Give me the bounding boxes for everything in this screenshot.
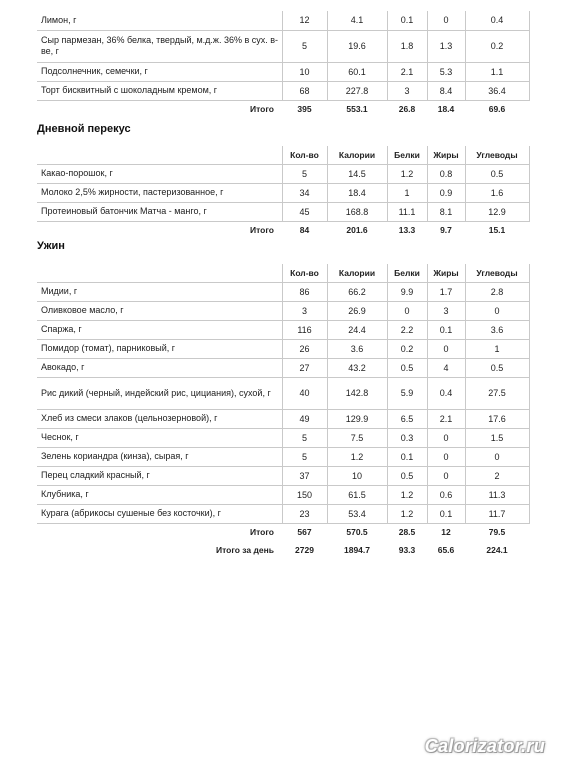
- food-row: [37, 504, 529, 523]
- food-kcal: 61.5: [327, 485, 387, 504]
- food-carbs: 3.6: [465, 320, 529, 339]
- total-fat: 9.7: [440, 225, 452, 236]
- food-name: Помидор (томат), парниковый, г: [37, 339, 282, 358]
- food-kcal: 1.2: [327, 447, 387, 466]
- food-row: [37, 30, 529, 62]
- food-protein: 1.2: [387, 504, 427, 523]
- food-fat: 0.8: [427, 164, 465, 183]
- total-label: Итого: [250, 104, 274, 115]
- total-carbs: 15.1: [488, 225, 506, 236]
- food-row: [37, 428, 529, 447]
- food-carbs: 1.5: [465, 428, 529, 447]
- food-kcal: 19.6: [327, 30, 387, 62]
- food-kcal: 3.6: [327, 339, 387, 358]
- total-row: [37, 100, 529, 118]
- food-kcal: 129.9: [327, 409, 387, 428]
- food-carbs: 1: [465, 339, 529, 358]
- food-qty: 68: [282, 81, 327, 100]
- food-protein: 11.1: [387, 202, 427, 221]
- food-fat: 1.3: [427, 30, 465, 62]
- food-kcal: 43.2: [327, 358, 387, 377]
- food-kcal: 53.4: [327, 504, 387, 523]
- total-qty: 567: [297, 527, 312, 538]
- top-table-block: [37, 11, 529, 118]
- food-qty: 5: [282, 30, 327, 62]
- food-carbs: 12.9: [465, 202, 529, 221]
- food-carbs: 11.3: [465, 485, 529, 504]
- food-qty: 5: [282, 164, 327, 183]
- food-protein: 1.8: [387, 30, 427, 62]
- food-qty: 26: [282, 339, 327, 358]
- food-fat: 5.3: [427, 62, 465, 81]
- food-row: [37, 377, 529, 409]
- food-qty: 34: [282, 183, 327, 202]
- total-kcal: 570.5: [346, 527, 368, 538]
- food-qty: 5: [282, 447, 327, 466]
- food-kcal: 24.4: [327, 320, 387, 339]
- snack-food-table: [37, 146, 530, 239]
- header-kcal: Калории: [327, 264, 387, 282]
- food-kcal: 18.4: [327, 183, 387, 202]
- total-row: [37, 523, 529, 541]
- food-qty: 3: [282, 301, 327, 320]
- food-row: [37, 320, 529, 339]
- header-kcal: Калории: [327, 146, 387, 164]
- total-label: Итого: [250, 527, 274, 538]
- food-row: [37, 62, 529, 81]
- food-carbs: 1.1: [465, 62, 529, 81]
- total-fat: 18.4: [437, 104, 455, 115]
- total-carbs: 69.6: [488, 104, 506, 115]
- header-name-blank: [37, 146, 282, 164]
- food-name: Торт бисквитный с шоколадным кремом, г: [37, 81, 282, 100]
- food-name: Подсолнечник, семечки, г: [37, 62, 282, 81]
- food-protein: 0.1: [387, 11, 427, 30]
- food-row: [37, 339, 529, 358]
- food-name: Курага (абрикосы сушеные без косточки), г: [37, 504, 282, 523]
- food-qty: 86: [282, 282, 327, 301]
- food-row: [37, 183, 529, 202]
- food-carbs: 36.4: [465, 81, 529, 100]
- food-name: Протеиновый батончик Матча - манго, г: [37, 202, 282, 221]
- food-protein: 0.2: [387, 339, 427, 358]
- food-protein: 2.2: [387, 320, 427, 339]
- food-qty: 150: [282, 485, 327, 504]
- food-row: [37, 282, 529, 301]
- food-kcal: 142.8: [327, 377, 387, 409]
- food-carbs: 27.5: [465, 377, 529, 409]
- section-title-dinner: Ужин: [37, 240, 65, 252]
- food-name: Перец сладкий красный, г: [37, 466, 282, 485]
- total-kcal: 201.6: [346, 225, 368, 236]
- food-fat: 2.1: [427, 409, 465, 428]
- food-protein: 0.5: [387, 358, 427, 377]
- day-total-row: [37, 541, 529, 559]
- food-protein: 0.5: [387, 466, 427, 485]
- food-fat: 1.7: [427, 282, 465, 301]
- food-carbs: 0.5: [465, 164, 529, 183]
- food-protein: 0.1: [387, 447, 427, 466]
- total-protein: 28.5: [398, 527, 416, 538]
- food-row: [37, 11, 529, 30]
- food-fat: 0: [427, 466, 465, 485]
- food-row: [37, 202, 529, 221]
- total-kcal: 553.1: [346, 104, 368, 115]
- food-carbs: 0: [465, 447, 529, 466]
- food-name: Мидии, г: [37, 282, 282, 301]
- food-carbs: 0: [465, 301, 529, 320]
- food-carbs: 2: [465, 466, 529, 485]
- food-kcal: 227.8: [327, 81, 387, 100]
- food-name: Какао-порошок, г: [37, 164, 282, 183]
- food-qty: 40: [282, 377, 327, 409]
- food-qty: 12: [282, 11, 327, 30]
- food-name: Сыр пармезан, 36% белка, твердый, м.д.ж. 36% в сух. в-ве, г: [37, 30, 282, 62]
- food-row: [37, 358, 529, 377]
- food-name: Лимон, г: [37, 11, 282, 30]
- top-food-table: [37, 11, 530, 118]
- food-fat: 4: [427, 358, 465, 377]
- day-total-fat: 65.6: [437, 545, 455, 555]
- food-name: Оливковое масло, г: [37, 301, 282, 320]
- food-name: Молоко 2,5% жирности, пастеризованное, г: [37, 183, 282, 202]
- food-protein: 1: [387, 183, 427, 202]
- food-name: Клубника, г: [37, 485, 282, 504]
- food-fat: 0.6: [427, 485, 465, 504]
- food-qty: 5: [282, 428, 327, 447]
- total-protein: 13.3: [398, 225, 416, 236]
- food-fat: 8.1: [427, 202, 465, 221]
- food-fat: 0: [427, 428, 465, 447]
- food-row: [37, 466, 529, 485]
- header-fat: Жиры: [427, 264, 465, 282]
- food-row: [37, 447, 529, 466]
- food-kcal: 7.5: [327, 428, 387, 447]
- header-carbs: Углеводы: [465, 146, 529, 164]
- day-total-qty: 2729: [295, 545, 314, 555]
- food-protein: 0.3: [387, 428, 427, 447]
- food-fat: 0.4: [427, 377, 465, 409]
- food-name: Авокадо, г: [37, 358, 282, 377]
- snack-table-block: [37, 146, 529, 239]
- food-name: Спаржа, г: [37, 320, 282, 339]
- food-protein: 9.9: [387, 282, 427, 301]
- header-carbs: Углеводы: [465, 264, 529, 282]
- food-kcal: 14.5: [327, 164, 387, 183]
- food-carbs: 0.4: [465, 11, 529, 30]
- food-protein: 5.9: [387, 377, 427, 409]
- food-qty: 49: [282, 409, 327, 428]
- food-qty: 37: [282, 466, 327, 485]
- header-qty: Кол-во: [282, 264, 327, 282]
- food-name: Чеснок, г: [37, 428, 282, 447]
- food-name: Зелень кориандра (кинза), сырая, г: [37, 447, 282, 466]
- food-kcal: 60.1: [327, 62, 387, 81]
- food-fat: 0.9: [427, 183, 465, 202]
- dinner-table-block: [37, 264, 529, 559]
- day-total-protein: 93.3: [398, 545, 416, 555]
- dinner-food-table: [37, 264, 530, 559]
- food-qty: 45: [282, 202, 327, 221]
- food-row: [37, 81, 529, 100]
- food-fat: 0: [427, 447, 465, 466]
- food-fat: 0.1: [427, 504, 465, 523]
- food-name: Хлеб из смеси злаков (цельнозерновой), г: [37, 409, 282, 428]
- food-fat: 0.1: [427, 320, 465, 339]
- day-total-label: Итого за день: [215, 545, 274, 555]
- day-total-carbs: 224.1: [486, 545, 508, 555]
- food-protein: 6.5: [387, 409, 427, 428]
- food-row: [37, 164, 529, 183]
- food-qty: 116: [282, 320, 327, 339]
- food-qty: 23: [282, 504, 327, 523]
- food-protein: 0: [387, 301, 427, 320]
- food-kcal: 26.9: [327, 301, 387, 320]
- food-protein: 3: [387, 81, 427, 100]
- header-fat: Жиры: [427, 146, 465, 164]
- header-qty: Кол-во: [282, 146, 327, 164]
- food-kcal: 66.2: [327, 282, 387, 301]
- food-carbs: 1.6: [465, 183, 529, 202]
- section-title-snack: Дневной перекус: [37, 123, 131, 135]
- day-total-kcal: 1894.7: [344, 545, 370, 555]
- food-fat: 0: [427, 11, 465, 30]
- total-fat: 12: [441, 527, 451, 538]
- food-protein: 1.2: [387, 164, 427, 183]
- food-carbs: 17.6: [465, 409, 529, 428]
- food-protein: 2.1: [387, 62, 427, 81]
- food-carbs: 11.7: [465, 504, 529, 523]
- header-name-blank: [37, 264, 282, 282]
- total-carbs: 79.5: [488, 527, 506, 538]
- food-carbs: 0.5: [465, 358, 529, 377]
- total-qty: 84: [299, 225, 310, 236]
- header-protein: Белки: [387, 146, 427, 164]
- total-protein: 26.8: [398, 104, 416, 115]
- food-row: [37, 485, 529, 504]
- food-fat: 8.4: [427, 81, 465, 100]
- food-row: [37, 301, 529, 320]
- food-carbs: 0.2: [465, 30, 529, 62]
- food-qty: 10: [282, 62, 327, 81]
- total-row: [37, 221, 529, 239]
- header-protein: Белки: [387, 264, 427, 282]
- food-name: Рис дикий (черный, индейский рис, цициания), сухой, г: [37, 377, 282, 409]
- watermark-logo: Calorizator.ru: [424, 736, 545, 756]
- food-row: [37, 409, 529, 428]
- food-fat: 0: [427, 339, 465, 358]
- food-kcal: 10: [327, 466, 387, 485]
- food-kcal: 168.8: [327, 202, 387, 221]
- food-protein: 1.2: [387, 485, 427, 504]
- total-qty: 395: [297, 104, 312, 115]
- food-carbs: 2.8: [465, 282, 529, 301]
- food-qty: 27: [282, 358, 327, 377]
- total-label: Итого: [250, 225, 274, 236]
- food-fat: 3: [427, 301, 465, 320]
- food-kcal: 4.1: [327, 11, 387, 30]
